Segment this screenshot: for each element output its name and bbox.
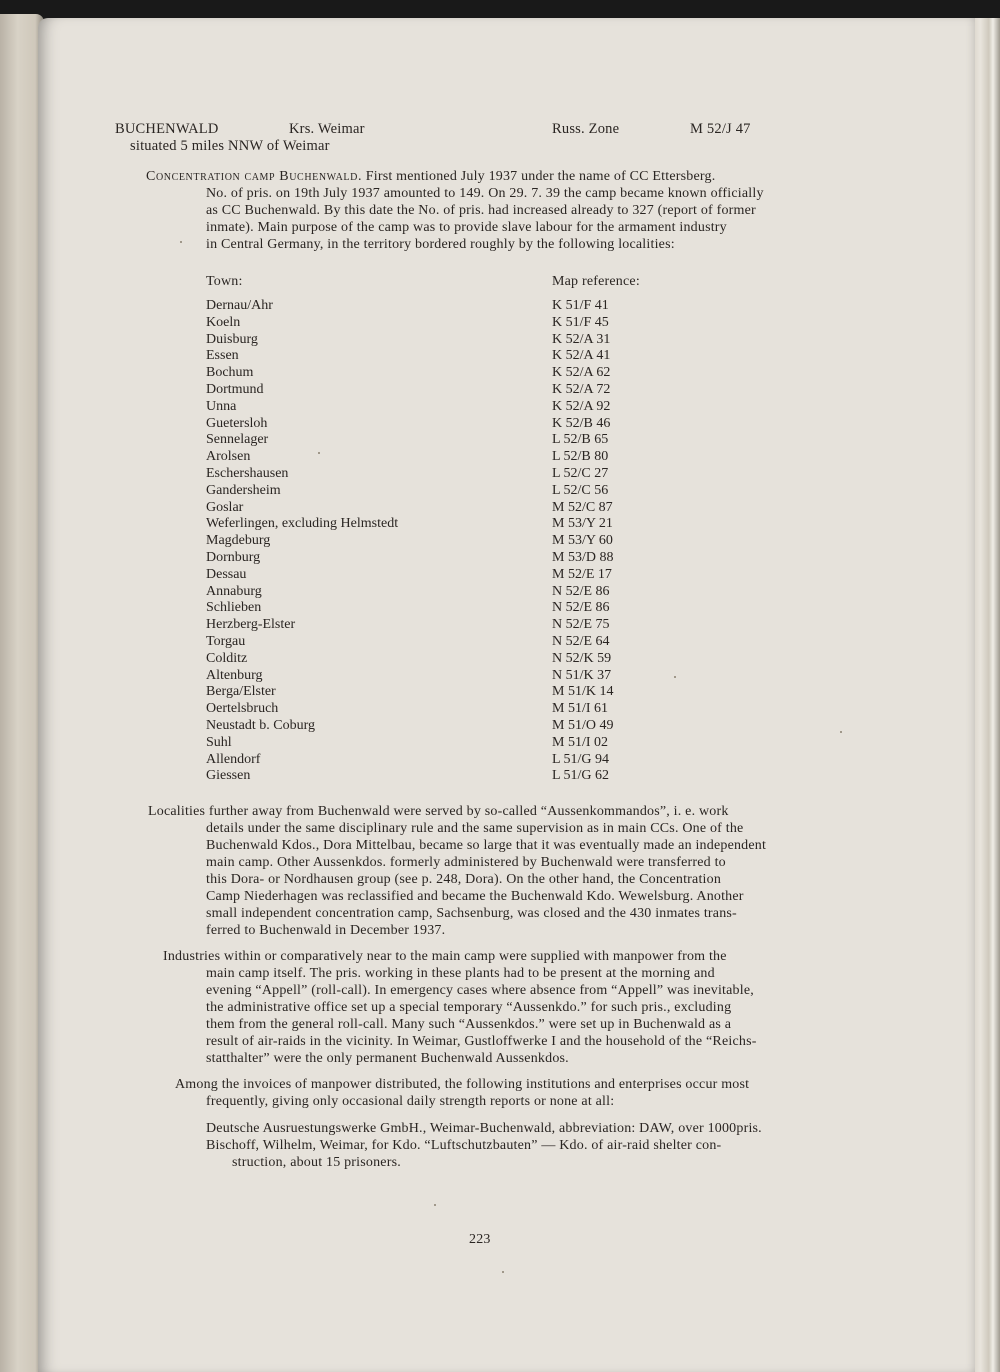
town-name: Dornburg (206, 549, 261, 565)
table-row (206, 483, 686, 500)
map-ref: K 51/F 41 (552, 298, 609, 313)
table-row (206, 735, 686, 752)
page-number: 223 (469, 1232, 491, 1247)
para1-line-4: main camp. Other Aussenkdos. formerly administered by Buchenwald were transferred to (206, 855, 726, 870)
map-ref: K 51/F 45 (552, 314, 609, 330)
map-reference: M 52/J 47 (690, 121, 751, 137)
town-name: Colditz (206, 650, 248, 666)
intro-lead: Concentration camp Buchenwald. (146, 169, 363, 184)
intro-line-1 (146, 168, 715, 185)
table-row (206, 399, 686, 416)
map-ref: K 52/A 62 (552, 365, 611, 381)
map-ref: N 52/E 86 (552, 600, 610, 616)
intro-text-1: First mentioned July 1937 under the name of CC Ettersberg. (365, 169, 716, 184)
entry-daw: Deutsche Ausruestungswerke GmbH., Weimar-Buchenwald, abbreviation: DAW, over 1000pris. (206, 1121, 762, 1136)
map-ref: K 52/A 31 (552, 331, 611, 347)
town-name: Eschershausen (206, 465, 289, 481)
town-name: Magdeburg (206, 533, 271, 549)
table-row (206, 567, 686, 584)
map-ref: L 52/B 65 (552, 432, 609, 448)
place-name: BUCHENWALD (115, 121, 219, 137)
town-name: Weferlingen, excluding Helmstedt (206, 516, 399, 532)
table-row (206, 651, 686, 668)
location-note: situated 5 miles NNW of Weimar (130, 138, 330, 154)
map-ref: M 51/O 49 (552, 717, 614, 733)
intro-line-2: No. of pris. on 19th July 1937 amounted to 149. On 29. 7. 39 the camp became known officially (206, 186, 764, 201)
table-row (206, 466, 686, 483)
para1-line-6: Camp Niederhagen was reclassified and became the Buchenwald Kdo. Wewelsburg. Another (206, 889, 744, 904)
town-name: Goslar (206, 499, 244, 515)
page-block-edge (972, 18, 1000, 1372)
table-row (206, 298, 686, 315)
para2-line-3: evening “Appell” (roll-call). In emergency cases where absence from “Appell” was inevitable, (206, 983, 754, 998)
localities-table (206, 298, 686, 785)
town-name: Dessau (206, 566, 247, 582)
table-row (206, 500, 686, 517)
town-name: Dortmund (206, 381, 264, 397)
map-ref: M 52/C 87 (552, 499, 613, 515)
map-ref: M 51/I 61 (552, 701, 608, 717)
para1-line-2: details under the same disciplinary rule and the same supervision as in main CCs. One of the (206, 821, 744, 836)
para3-line-2: frequently, giving only occasional daily strength reports or none at all: (206, 1094, 615, 1109)
table-row (206, 332, 686, 349)
table-row (206, 718, 686, 735)
table-row (206, 752, 686, 769)
table-row (206, 701, 686, 718)
town-name: Arolsen (206, 449, 251, 465)
table-row (206, 533, 686, 550)
map-ref: L 51/G 94 (552, 751, 610, 767)
table-row (206, 449, 686, 466)
para2-line-2: main camp itself. The pris. working in these plants had to be present at the morning and (206, 966, 715, 981)
paper-speck (840, 731, 842, 733)
para2-line-7: statthalter” were the only permanent Buchenwald Aussenkdos. (206, 1051, 569, 1066)
town-name: Altenburg (206, 667, 263, 683)
town-name: Sennelager (206, 432, 269, 448)
map-ref: M 53/D 88 (552, 549, 614, 565)
table-row (206, 348, 686, 365)
intro-line-3: as CC Buchenwald. By this date the No. of pris. had increased already to 327 (report of former (206, 203, 756, 218)
intro-line-5: in Central Germany, in the territory bordered roughly by the following localities: (206, 237, 675, 252)
town-name: Allendorf (206, 751, 261, 767)
map-ref: L 52/C 27 (552, 465, 609, 481)
table-row (206, 600, 686, 617)
table-row (206, 516, 686, 533)
entry-bischoff-line-2: struction, about 15 prisoners. (232, 1155, 401, 1170)
map-ref: N 52/E 75 (552, 617, 610, 633)
town-name: Neustadt b. Coburg (206, 717, 316, 733)
para2-line-5: them from the general roll-call. Many such “Aussenkdos.” were set up in Buchenwald as a (206, 1017, 732, 1032)
para2-line-6: result of air-raids in the vicinity. In Weimar, Gustloffwerke I and the household of the “Reichs- (206, 1034, 757, 1049)
paper-speck (180, 241, 182, 243)
paper-speck (318, 452, 320, 454)
paper-speck (502, 1271, 504, 1273)
table-row (206, 584, 686, 601)
town-name: Annaburg (206, 583, 262, 599)
para2-line-4: the administrative office set up a special temporary “Aussenkdo.” for such pris., excluding (206, 1000, 732, 1015)
town-name: Schlieben (206, 600, 262, 616)
town-name: Berga/Elster (206, 684, 276, 700)
map-ref: M 51/K 14 (552, 684, 614, 700)
town-name: Gandersheim (206, 482, 281, 498)
town-name: Suhl (206, 734, 232, 750)
table-row (206, 382, 686, 399)
table-row (206, 668, 686, 685)
map-ref: K 52/A 92 (552, 398, 611, 414)
para1-line-7: small independent concentration camp, Sachsenburg, was closed and the 430 inmates trans- (206, 906, 737, 921)
town-name: Guetersloh (206, 415, 268, 431)
table-row (206, 684, 686, 701)
para1-line-5: this Dora- or Nordhausen group (see p. 248, Dora). On the other hand, the Concentration (206, 872, 722, 887)
entry-bischoff-line-1: Bischoff, Wilhelm, Weimar, for Kdo. “Luftschutzbauten” — Kdo. of air-raid shelter con- (206, 1138, 722, 1153)
para2-line-1: Industries within or comparatively near to the main camp were supplied with manpower from the (163, 949, 727, 964)
town-name: Bochum (206, 365, 254, 381)
para3-line-1: Among the invoices of manpower distributed, the following institutions and enterprises occur most (175, 1077, 750, 1092)
paper-speck (434, 1204, 436, 1206)
town-name: Giessen (206, 768, 251, 784)
table-row (206, 550, 686, 567)
map-ref: K 52/B 46 (552, 415, 611, 431)
district: Krs. Weimar (289, 121, 365, 137)
map-ref: M 53/Y 21 (552, 516, 613, 532)
town-name: Koeln (206, 314, 241, 330)
table-row (206, 416, 686, 433)
column-header-map-reference: Map reference: (552, 274, 640, 289)
para1-line-1: Localities further away from Buchenwald were served by so-called “Aussenkommandos”, i. e. work (148, 804, 729, 819)
intro-line-4: inmate). Main purpose of the camp was to provide slave labour for the armament industry (206, 220, 727, 235)
map-ref: N 52/E 86 (552, 583, 610, 599)
town-name: Unna (206, 398, 237, 414)
map-ref: L 52/C 56 (552, 482, 609, 498)
town-name: Essen (206, 348, 239, 364)
map-ref: N 51/K 37 (552, 667, 612, 683)
map-ref: K 52/A 41 (552, 348, 611, 364)
table-row (206, 768, 686, 785)
map-ref: M 52/E 17 (552, 566, 612, 582)
map-ref: N 52/E 64 (552, 633, 610, 649)
town-name: Herzberg-Elster (206, 617, 296, 633)
map-ref: M 51/I 02 (552, 734, 608, 750)
table-row (206, 634, 686, 651)
table-row (206, 432, 686, 449)
table-row (206, 315, 686, 332)
map-ref: M 53/Y 60 (552, 533, 613, 549)
table-row (206, 365, 686, 382)
paper-speck (674, 676, 676, 678)
para1-line-8: ferred to Buchenwald in December 1937. (206, 923, 446, 938)
map-ref: N 52/K 59 (552, 650, 612, 666)
map-ref: L 51/G 62 (552, 768, 610, 784)
zone: Russ. Zone (552, 121, 620, 137)
map-ref: K 52/A 72 (552, 381, 611, 397)
town-name: Torgau (206, 633, 246, 649)
town-name: Duisburg (206, 331, 258, 347)
town-name: Oertelsbruch (206, 701, 279, 717)
map-ref: L 52/B 80 (552, 449, 609, 465)
town-name: Dernau/Ahr (206, 298, 273, 313)
para1-line-3: Buchenwald Kdos., Dora Mittelbau, became so large that it was eventually made an independent (206, 838, 767, 853)
table-row (206, 617, 686, 634)
column-header-town: Town: (206, 274, 243, 289)
